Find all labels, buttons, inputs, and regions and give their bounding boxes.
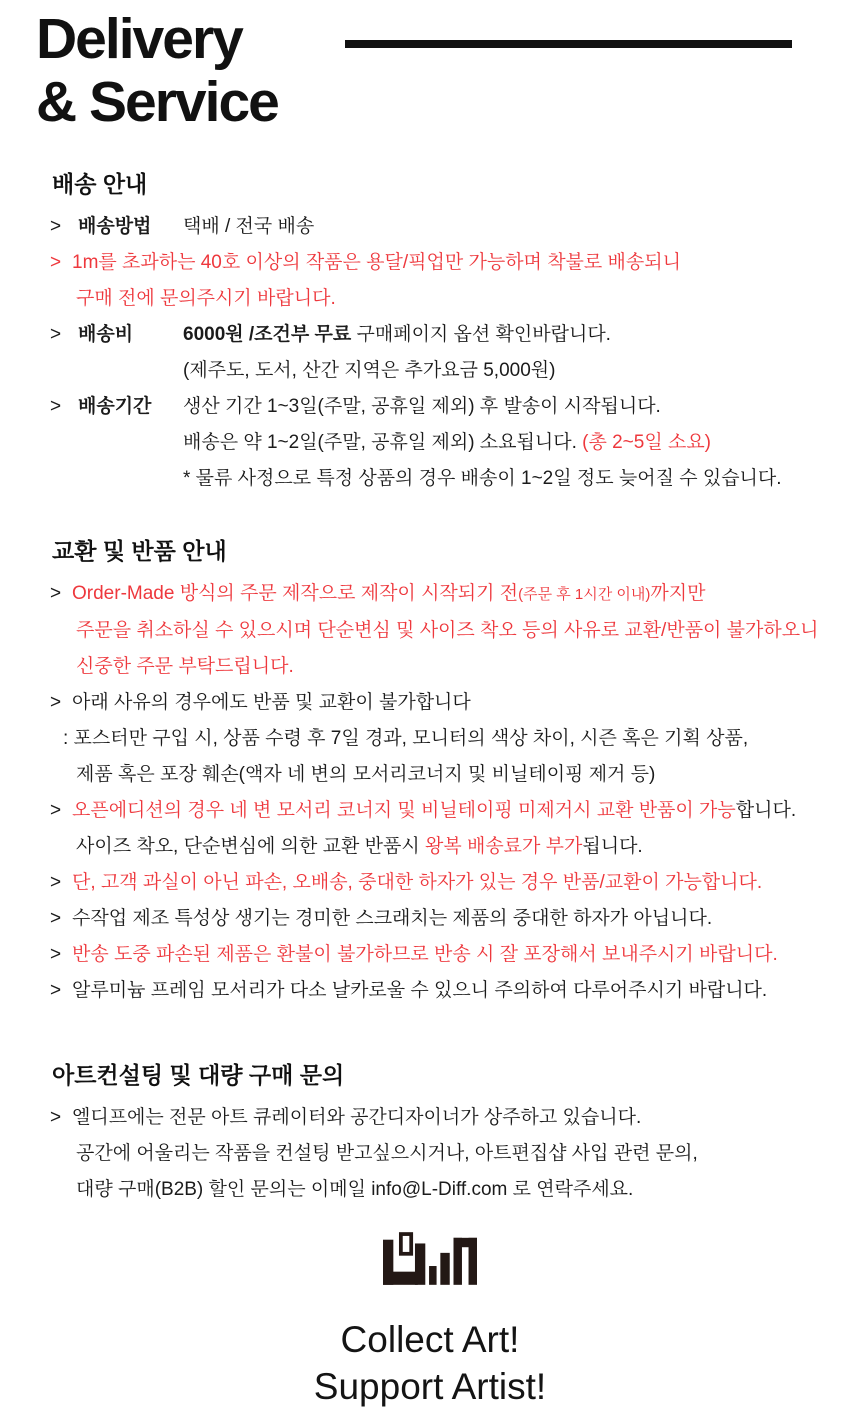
returns-ordermade-small: (주문 후 1시간 이내) [518, 586, 651, 603]
returns-openedition-line2b: 왕복 배송료가 부가 [424, 836, 583, 857]
shipping-fee-label: 배송비 [78, 324, 134, 345]
shipping-method-value: 택배 / 전국 배송 [183, 216, 315, 237]
bullet-chevron: > [50, 944, 62, 965]
shipping-period-line2: 배송은 약 1~2일(주말, 공휴일 제외) 소요됩니다. [183, 432, 583, 453]
bullet-chevron: > [50, 324, 62, 345]
shipping-fee-amount: 6000원 /조건부 무료 [183, 324, 352, 345]
shipping-period-line1: 생산 기간 1~3일(주말, 공휴일 제외) 후 발송이 시작됩니다. [183, 396, 661, 417]
bullet-chevron: > [50, 216, 62, 237]
returns-noreturn-line2: : 포스터만 구입 시, 상품 수령 후 7일 경과, 모니터의 색상 차이, 시즌 혹은 기획 상품, [63, 728, 749, 749]
slogan-line1: Collect Art! [340, 1319, 520, 1360]
bullet-chevron: > [50, 396, 62, 417]
returns-noreturn-line1: 아래 사유의 경우에도 반품 및 교환이 불가합니다 [72, 692, 471, 713]
returns-returndamage-text: 반송 도중 파손된 제품은 환불이 불가하므로 반송 시 잘 포장해서 보내주시기 바랍니다. [72, 944, 778, 965]
returns-openedition-black: 합니다. [735, 800, 797, 821]
consulting-row1 [0, 1100, 860, 1136]
bullet-chevron: > [50, 1107, 62, 1128]
page-title [36, 8, 860, 134]
returns-noreturn-line3: 제품 혹은 포장 훼손(액자 네 변의 모서리코너지 및 비닐테이핑 제거 등) [76, 764, 656, 785]
shipping-oversize-text2: 구매 전에 문의주시기 바랍니다. [76, 288, 336, 309]
bullet-chevron: > [50, 583, 62, 604]
returns-ordermade-line2: 주문을 취소하실 수 있으시며 단순변심 및 사이즈 착오 등의 사유로 교환/반품이 불가하오니 [76, 620, 819, 641]
consulting-line1: 엘디프에는 전문 아트 큐레이터와 공간디자이너가 상주하고 있습니다. [72, 1107, 642, 1128]
returns-ordermade-line3: 신중한 주문 부탁드립니다. [76, 656, 294, 677]
returns-noreturn-row3 [0, 757, 860, 793]
slogan-line2: Support Artist! [313, 1366, 547, 1407]
shipping-fee-text: 구매페이지 옵션 확인바랍니다. [351, 324, 611, 345]
returns-noreturn-row [0, 685, 860, 721]
bullet-chevron: > [50, 800, 62, 821]
consulting-section-heading: 아트컨설팅 및 대량 구매 문의 [52, 1062, 345, 1088]
footer-logo-wrap [0, 1232, 860, 1290]
l-diff-logo [383, 1232, 477, 1285]
returns-ordermade-row2 [0, 613, 860, 649]
shipping-fee-note-row [0, 353, 860, 389]
consulting-row3 [0, 1172, 860, 1208]
returns-ordermade-row3 [0, 649, 860, 685]
returns-aluminum-row [0, 973, 860, 1009]
consulting-row2 [0, 1136, 860, 1172]
shipping-fee-note: (제주도, 도서, 산간 지역은 추가요금 5,000원) [183, 360, 556, 381]
shipping-oversize-row2 [0, 281, 860, 317]
bullet-chevron: > [50, 872, 62, 893]
shipping-oversize-text: 1m를 초과하는 40호 이상의 작품은 용달/픽업만 가능하며 착불로 배송되니 [72, 252, 681, 273]
consulting-rows [0, 1100, 860, 1208]
returns-noreturn-row2 [0, 721, 860, 757]
shipping-method-row [0, 209, 860, 245]
returns-ordermade-text2: 까지만 [650, 583, 706, 604]
bullet-chevron: > [50, 908, 62, 929]
shipping-fee-row [0, 317, 860, 353]
returns-returndamage-row [0, 937, 860, 973]
bullet-chevron: > [50, 980, 62, 1001]
bullet-chevron: > [50, 692, 62, 713]
returns-damage-row [0, 865, 860, 901]
page-title-line1: Delivery [36, 7, 242, 71]
returns-openedition-line2a: 사이즈 착오, 단순변심에 의한 교환 반품시 [76, 836, 425, 857]
bullet-chevron: > [50, 252, 62, 273]
page-title-line2: & Service [36, 70, 278, 134]
shipping-method-label: 배송방법 [78, 216, 152, 237]
shipping-period-row3 [0, 461, 860, 497]
shipping-period-label: 배송기간 [78, 396, 152, 417]
returns-scratch-text: 수작업 제조 특성상 생기는 경미한 스크래치는 제품의 중대한 하자가 아닙니다. [72, 908, 713, 929]
returns-rows [0, 576, 860, 1009]
shipping-period-total: (총 2~5일 소요) [582, 432, 711, 453]
shipping-oversize-row [0, 245, 860, 281]
shipping-period-row [0, 389, 860, 425]
returns-aluminum-text: 알루미늄 프레임 모서리가 다소 날카로울 수 있으니 주의하여 다루어주시기 바랍니다. [72, 980, 768, 1001]
consulting-line2: 공간에 어울리는 작품을 컨설팅 받고싶으시거나, 아트편집샵 사입 관련 문의, [76, 1143, 698, 1164]
returns-ordermade-row [0, 576, 860, 613]
title-rule [345, 40, 792, 48]
returns-ordermade-text1: Order-Made 방식의 주문 제작으로 제작이 시작되기 전 [72, 583, 519, 604]
returns-openedition-row [0, 793, 860, 829]
shipping-section-heading: 배송 안내 [52, 171, 148, 197]
shipping-period-row2 [0, 425, 860, 461]
returns-damage-text: 단, 고객 과실이 아닌 파손, 오배송, 중대한 하자가 있는 경우 반품/교환이 가능합니다. [72, 872, 763, 893]
returns-scratch-row [0, 901, 860, 937]
returns-openedition-line2c: 됩니다. [582, 836, 643, 857]
shipping-period-line3: * 물류 사정으로 특정 상품의 경우 배송이 1~2일 정도 늦어질 수 있습니다. [183, 468, 782, 489]
consulting-line3: 대량 구매(B2B) 할인 문의는 이메일 info@L-Diff.com 로 연락주세요. [76, 1179, 634, 1200]
returns-section-heading: 교환 및 반품 안내 [52, 538, 227, 564]
returns-openedition-row2 [0, 829, 860, 865]
returns-openedition-red: 오픈에디션의 경우 네 변 모서리 코너지 및 비닐테이핑 미제거시 교환 반품이 가능 [72, 800, 736, 821]
shipping-rows [0, 209, 860, 497]
footer-slogan [0, 1316, 860, 1410]
